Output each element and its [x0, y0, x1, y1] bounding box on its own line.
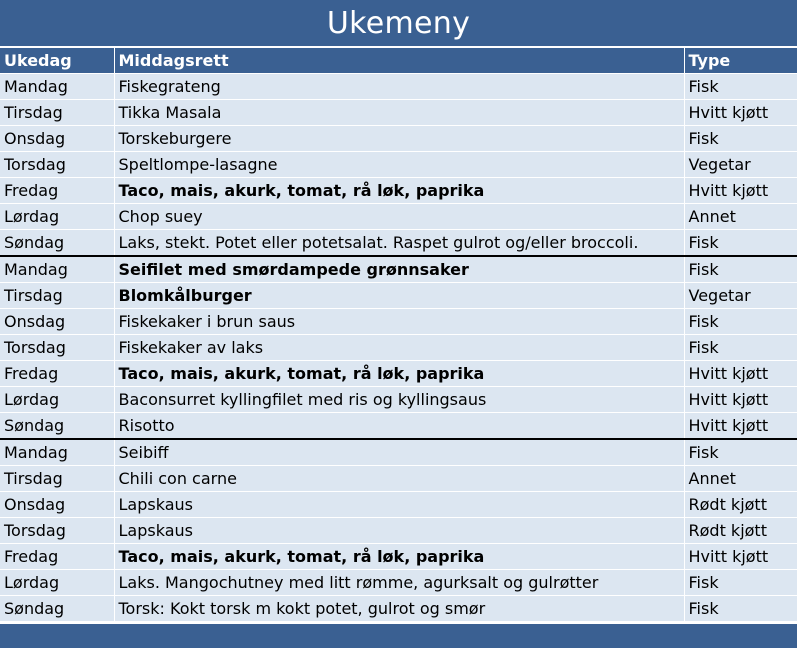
- cell-dish: Tikka Masala: [114, 100, 684, 126]
- cell-type: Hvitt kjøtt: [684, 544, 797, 570]
- cell-day: Søndag: [0, 230, 114, 257]
- cell-dish: Speltlompe-lasagne: [114, 152, 684, 178]
- cell-day: Onsdag: [0, 492, 114, 518]
- cell-day: Torsdag: [0, 335, 114, 361]
- table-row: [0, 518, 797, 544]
- table-row: [0, 178, 797, 204]
- cell-day: Mandag: [0, 439, 114, 466]
- table-row: [0, 204, 797, 230]
- cell-type: Hvitt kjøtt: [684, 361, 797, 387]
- page-title: Ukemeny: [0, 0, 797, 46]
- table-row: [0, 230, 797, 257]
- table-row: [0, 152, 797, 178]
- cell-type: Fisk: [684, 570, 797, 596]
- cell-dish: Lapskaus: [114, 492, 684, 518]
- cell-day: Søndag: [0, 413, 114, 440]
- cell-type: Vegetar: [684, 283, 797, 309]
- cell-dish: Seifilet med smørdampede grønnsaker: [114, 256, 684, 283]
- cell-type: Fisk: [684, 256, 797, 283]
- cell-dish: Chili con carne: [114, 466, 684, 492]
- cell-type: Fisk: [684, 230, 797, 257]
- cell-type: Fisk: [684, 74, 797, 100]
- table-row: [0, 439, 797, 466]
- cell-day: Fredag: [0, 361, 114, 387]
- table-row: [0, 413, 797, 440]
- cell-dish: Seibiff: [114, 439, 684, 466]
- cell-dish: Fiskegrateng: [114, 74, 684, 100]
- cell-dish: Laks, stekt. Potet eller potetsalat. Raspet gulrot og/eller broccoli.: [114, 230, 684, 257]
- cell-day: Fredag: [0, 178, 114, 204]
- column-header-dish: Middagsrett: [114, 48, 684, 74]
- cell-day: Fredag: [0, 544, 114, 570]
- cell-type: Fisk: [684, 439, 797, 466]
- cell-day: Mandag: [0, 256, 114, 283]
- cell-type: Hvitt kjøtt: [684, 387, 797, 413]
- cell-day: Lørdag: [0, 570, 114, 596]
- cell-type: Fisk: [684, 309, 797, 335]
- table-row: [0, 544, 797, 570]
- cell-dish: Torsk: Kokt torsk m kokt potet, gulrot og smør: [114, 596, 684, 622]
- table-row: [0, 361, 797, 387]
- cell-dish: Risotto: [114, 413, 684, 440]
- column-header-day: Ukedag: [0, 48, 114, 74]
- table-row: [0, 283, 797, 309]
- cell-day: Tirsdag: [0, 100, 114, 126]
- cell-dish: Torskeburgere: [114, 126, 684, 152]
- cell-type: Fisk: [684, 126, 797, 152]
- cell-type: Hvitt kjøtt: [684, 100, 797, 126]
- cell-type: Annet: [684, 466, 797, 492]
- table-row: [0, 100, 797, 126]
- cell-day: Tirsdag: [0, 283, 114, 309]
- cell-day: Lørdag: [0, 387, 114, 413]
- cell-type: Fisk: [684, 335, 797, 361]
- table-row: [0, 74, 797, 100]
- table-row: [0, 309, 797, 335]
- cell-type: Rødt kjøtt: [684, 492, 797, 518]
- cell-dish: Blomkålburger: [114, 283, 684, 309]
- table-row: [0, 256, 797, 283]
- cell-type: Fisk: [684, 596, 797, 622]
- cell-day: Søndag: [0, 596, 114, 622]
- cell-dish: Lapskaus: [114, 518, 684, 544]
- table-row: [0, 335, 797, 361]
- cell-type: Rødt kjøtt: [684, 518, 797, 544]
- cell-day: Onsdag: [0, 309, 114, 335]
- cell-day: Torsdag: [0, 518, 114, 544]
- cell-day: Torsdag: [0, 152, 114, 178]
- cell-dish: Taco, mais, akurk, tomat, rå løk, paprika: [114, 361, 684, 387]
- footer-bar: [0, 624, 797, 648]
- cell-dish: Taco, mais, akurk, tomat, rå løk, paprika: [114, 544, 684, 570]
- cell-dish: Fiskekaker av laks: [114, 335, 684, 361]
- cell-day: Lørdag: [0, 204, 114, 230]
- cell-dish: Baconsurret kyllingfilet med ris og kyllingsaus: [114, 387, 684, 413]
- cell-dish: Taco, mais, akurk, tomat, rå løk, paprika: [114, 178, 684, 204]
- table-row: [0, 596, 797, 622]
- cell-type: Annet: [684, 204, 797, 230]
- table-row: [0, 570, 797, 596]
- cell-dish: Laks. Mangochutney med litt rømme, agurksalt og gulrøtter: [114, 570, 684, 596]
- cell-type: Vegetar: [684, 152, 797, 178]
- header-row: [0, 48, 797, 74]
- cell-day: Tirsdag: [0, 466, 114, 492]
- cell-dish: Chop suey: [114, 204, 684, 230]
- cell-type: Hvitt kjøtt: [684, 413, 797, 440]
- cell-type: Hvitt kjøtt: [684, 178, 797, 204]
- column-header-type: Type: [684, 48, 797, 74]
- menu-body: [0, 74, 797, 622]
- table-row: [0, 492, 797, 518]
- menu-table: [0, 48, 797, 621]
- cell-day: Onsdag: [0, 126, 114, 152]
- table-row: [0, 466, 797, 492]
- cell-day: Mandag: [0, 74, 114, 100]
- table-row: [0, 126, 797, 152]
- table-row: [0, 387, 797, 413]
- cell-dish: Fiskekaker i brun saus: [114, 309, 684, 335]
